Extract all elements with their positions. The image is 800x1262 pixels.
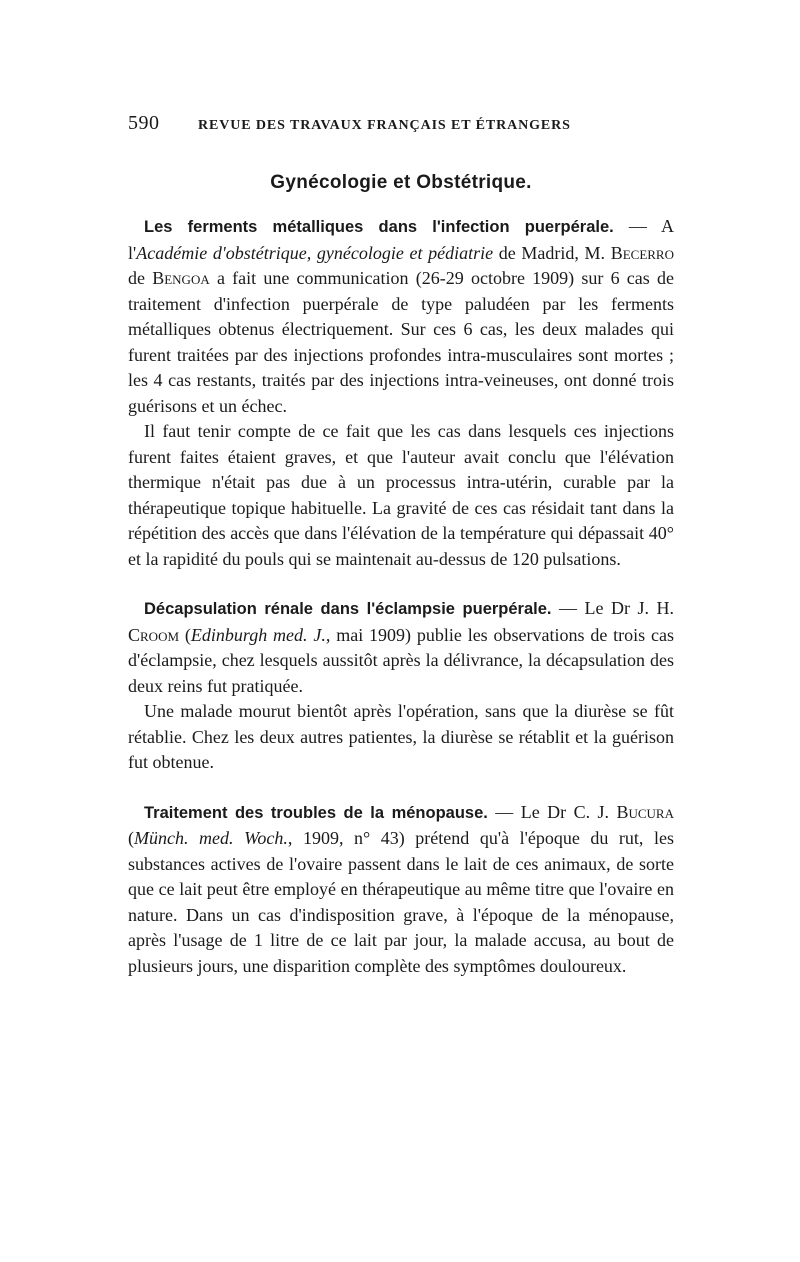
running-title: REVUE DES TRAVAUX FRANÇAIS ET ÉTRANGERS — [198, 118, 571, 133]
article-paragraph — [128, 800, 674, 980]
page-number: 590 — [128, 112, 160, 134]
article-paragraph — [128, 699, 674, 776]
author-name: Bucura — [616, 801, 674, 822]
body-text: — Le Dr J. H. — [551, 598, 674, 618]
body-text: ( — [128, 828, 134, 848]
body-text: de Madrid, M. — [493, 242, 611, 263]
body-text: Il faut tenir compte de ce fait que les cas dans lesquels ces injections furent faites étaient graves, et que l'auteur avait conclu que l'élévation thermique n'était pas due à un processus intra-utérin, curable par la thérapeutique topique habituelle. La gravité de ces cas résidait tant dans la répétition des accès que dans l'élévation de la température qui dépassait 40° et la rapidité du pouls qui se maintenait au-dessus de 120 pulsations. — [128, 421, 674, 569]
article-paragraph — [128, 419, 674, 572]
article-title: Les ferments métalliques dans l'infection puerpérale. — [144, 218, 614, 236]
article-title: Décapsulation rénale dans l'éclampsie puerpérale. — [144, 600, 552, 618]
body-text: a fait une communication (26-29 octobre 1909) sur 6 cas de traitement d'infection puerpérale de type paludéen par les ferments métalliques obtenus électriquement. Sur ces 6 cas, les deux malades qui furent traitées par des injections profondes intra-musculaires sont mortes ; les 4 cas restants, traités par des injections intra-veineuses, ont donné trois guérisons et un échec. — [128, 268, 674, 416]
body-text: Une malade mourut bientôt après l'opération, sans que la diurèse se fût rétablie. Chez les deux autres patientes, la diurèse se rétablit et la guérison fut obtenue. — [128, 701, 674, 772]
article — [128, 800, 674, 980]
body-text: , mai 1909) publie les observations de trois cas d'éclampsie, chez lesquels aussitôt après la délivrance, la décapsulation des deux reins fut pratiquée. — [128, 624, 675, 696]
italic-text: Académie d'obstétrique, gynécologie et pédiatrie — [136, 242, 494, 263]
italic-text: Edinburgh med. J. — [190, 624, 326, 645]
body-text: de — [128, 268, 153, 288]
section-title: Gynécologie et Obstétrique. — [270, 172, 532, 193]
body-text: ( — [179, 624, 191, 645]
article-title: Traitement des troubles de la ménopause. — [144, 803, 488, 822]
article — [128, 596, 674, 776]
author-name: Croom — [128, 624, 180, 645]
author-name: Bengoa — [152, 268, 210, 288]
author-name: Becerro — [610, 242, 674, 263]
body-text: — A l' — [128, 216, 674, 263]
running-head — [128, 112, 674, 142]
article-paragraph — [128, 214, 674, 419]
body-text: — Le Dr C. J. — [487, 801, 617, 822]
italic-text: Münch. med. Woch. — [134, 828, 288, 848]
page — [128, 112, 674, 1003]
body-text: , 1909, n° 43) prétend qu'à l'époque du rut, les substances actives de l'ovaire passent dans le lait de ces animaux, de sorte que ce lait peut être employé en thérapeutique au même titre que l'ovaire en nature. Dans un cas d'indisposition grave, à l'époque de la ménopause, après l'usage de 1 litre de ce lait par jour, la malade accusa, au bout de plusieurs jours, une disparition complète des symptômes douloureux. — [128, 828, 674, 976]
article — [128, 214, 674, 572]
article-list — [128, 214, 674, 979]
article-paragraph — [128, 596, 674, 699]
